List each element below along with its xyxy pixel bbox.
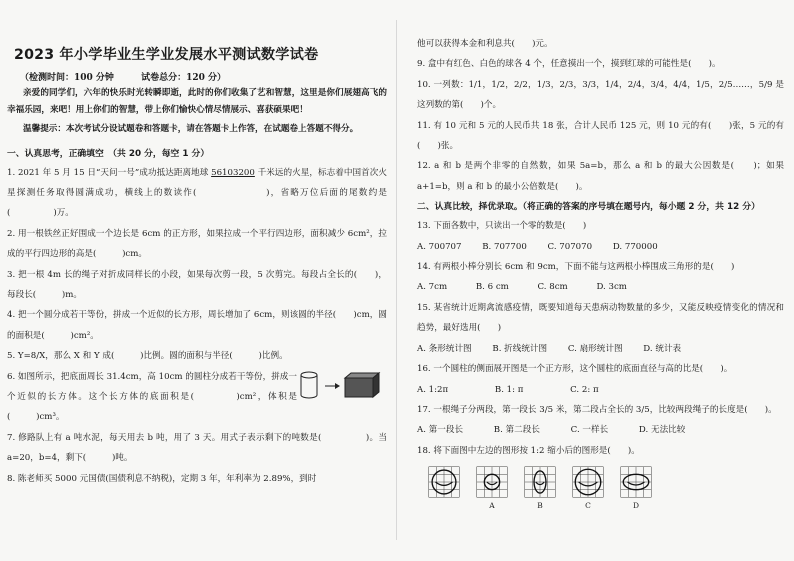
q17-option-d[interactable]: D. 无法比较 — [638, 425, 686, 436]
question-11: 11. 有 10 元和 5 元的人民币共 18 张，合计人民币 125 元，则 10 元的有( )张，5 元的有( )张。 — [417, 120, 784, 152]
question-10: 10. 一列数：1/1，1/2，2/2，1/3，2/3，3/3，1/4，2/4，3/4，4/4，1/5，2/5……，5/9 是这列数的第( )个。 — [417, 79, 784, 111]
section-1-heading: 一、认真思考，正确填空 （共 20 分，每空 1 分） — [7, 148, 210, 159]
question-7: 7. 修路队上有 a 吨水泥，每天用去 b 吨，用了 3 天。用式子表示剩下的吨数是( )。当 a=20，b=4，剩下( )吨。 — [7, 432, 387, 464]
q18-option-c-figure[interactable] — [571, 465, 605, 510]
question-5: 5. Y=8/X，那么 X 和 Y 成( )比例。圆的面积与半径( )比例。 — [7, 351, 288, 362]
question-18: 18. 将下面图中左边的图形按 1:2 缩小后的图形是( )。 — [417, 445, 640, 456]
q15-option-c[interactable]: C. 扇形统计图 — [567, 343, 623, 354]
q17-option-b[interactable]: B. 第二段长 — [493, 425, 540, 436]
q18-figures — [417, 465, 784, 510]
q17-option-a[interactable]: A. 第一段长 — [417, 425, 464, 436]
notice-text: 温馨提示：本次考试分设试题卷和答题卡，请在答题卡上作答，在试题卷上答题不得分。 — [23, 124, 359, 134]
question-6: 6. 如图所示，把底面周长 31.4cm，高 10cm 的圆柱分成若干等份，拼成一个近似的长方体。这个长方体的底面积是( )cm²，体积是( )cm³。 — [7, 371, 297, 423]
q16-option-a[interactable]: A. 1:2π — [417, 384, 449, 395]
q13-option-c[interactable]: C. 707070 — [547, 241, 593, 252]
question-8-continued: 他可以获得本金和利息共( )元。 — [417, 39, 553, 49]
q1-number: 56103200 — [211, 167, 255, 178]
q16-option-b[interactable]: B. 1: π — [494, 384, 524, 395]
q18-option-d-figure[interactable] — [619, 465, 653, 510]
q16-option-c[interactable]: C. 2: π — [570, 384, 599, 395]
question-1 — [7, 163, 387, 224]
grid-face-c — [571, 465, 605, 499]
question-6-row — [7, 367, 387, 428]
question-2: 2. 用一根铁丝正好围成一个边长是 6cm 的正方形，如果拉成一个平行四边形，面积减少 6cm²，拉成的平行四边形的高是( )cm。 — [7, 228, 387, 260]
question-17: 17. 一根绳子分两段，第一段长 3/5 米，第二段占全长的 3/5，比较两段绳子的长度是( )。 — [417, 404, 777, 415]
cylinder-to-cuboid-figure — [299, 370, 385, 400]
q18-label-b: B — [537, 501, 543, 511]
q17-option-c[interactable]: C. 一样长 — [570, 425, 609, 436]
q15-option-a[interactable]: A. 条形统计图 — [417, 343, 472, 354]
q18-label-c: C — [585, 501, 591, 511]
q17-options — [417, 420, 784, 440]
exam-meta — [20, 70, 387, 83]
question-13: 13. 下面各数中，只读出一个零的数是( ) — [417, 221, 587, 232]
exam-score: 试卷总分：120 分） — [141, 73, 226, 83]
q18-original-figure — [427, 465, 461, 510]
grid-face-d — [619, 465, 653, 499]
grid-face-original — [427, 465, 461, 499]
right-column — [397, 0, 794, 561]
q13-option-a[interactable]: A. 700707 — [417, 241, 462, 252]
intro-text: 亲爱的同学们，六年的快乐时光转瞬即逝，此时的你们收集了艺和智慧，这里是你们展翅高飞的幸福乐园，来吧！用上你们的智慧，带上你们愉快心情尽情展示、喜获硕果吧！ — [7, 88, 387, 115]
question-16: 16. 一个圆柱的侧面展开图是一个正方形，这个圆柱的底面直径与高的比是( )。 — [417, 364, 733, 375]
question-14: 14. 有两根小棒分别长 6cm 和 9cm，下面不能与这两根小棒围成三角形的是( ) — [417, 262, 735, 273]
exam-time: （检测时间：100 分钟 — [20, 73, 114, 83]
question-12: 12. a 和 b 是两个非零的自然数，如果 5a=b，那么 a 和 b 的最大公因数是( )；如果 a+1=b，则 a 和 b 的最小公倍数是( )。 — [417, 161, 784, 192]
q14-option-a[interactable]: A. 7cm — [417, 282, 448, 293]
grid-face-b — [523, 465, 557, 499]
question-8: 8. 陈老师买 5000 元国债(国债利息不纳税)，定期 3 年，年利率为 2.89%，到时 — [7, 473, 317, 484]
section-2-heading: 二、认真比较，择优录取。（将正确的答案的序号填在题号内，每小题 2 分，共 12 分） — [417, 202, 760, 213]
q1-text: 1. 2021 年 5 月 15 日“天问一号”成功抵达距离地球 — [7, 167, 212, 178]
q14-option-c[interactable]: C. 8cm — [537, 282, 568, 293]
q16-options — [417, 380, 784, 400]
q14-option-d[interactable]: D. 3cm — [596, 282, 627, 293]
question-4: 4. 把一个圆分成若干等份，拼成一个近似的长方形，周长增加了 6cm，则该圆的半径( )cm，圆的面积是( )cm²。 — [7, 310, 387, 341]
q14-option-b[interactable]: B. 6 cm — [475, 282, 509, 293]
q15-option-b[interactable]: B. 折线统计图 — [492, 343, 548, 354]
q18-label-a: A — [489, 501, 495, 511]
q18-option-b-figure[interactable] — [523, 465, 557, 510]
question-3: 3. 把一根 4m 长的绳子对折成同样长的小段，如果每次剪一段，5 次剪完。每段占全长的( )，每段长( )m。 — [7, 269, 387, 300]
grid-face-a — [475, 465, 509, 499]
question-15: 15. 某省统计近期禽流感疫情，既要知道每天患病动物数量的多少，又能反映疫情变化的情况和趋势，最好选用( ) — [417, 302, 784, 334]
q18-option-a-figure[interactable] — [475, 465, 509, 510]
q15-options — [417, 339, 784, 359]
q13-options — [417, 237, 784, 257]
q13-option-b[interactable]: B. 707700 — [482, 241, 527, 252]
q18-label-d: D — [632, 501, 639, 511]
q13-option-d[interactable]: D. 770000 — [612, 241, 658, 252]
q1-rest: 千米远的火星，标志着中国首次火星探测任务取得圆满成功，横线上的数读作( )，省略万位后面的尾数约是( )万。 — [7, 167, 388, 219]
exam-title: 2023 年小学毕业生学业发展水平测试数学试卷 — [14, 47, 319, 63]
question-9: 9. 盒中有红色、白色的球各 4 个，任意摸出一个，摸到红球的可能性是( )。 — [417, 59, 721, 70]
q15-option-d[interactable]: D. 统计表 — [643, 343, 682, 354]
q14-options — [417, 277, 784, 297]
